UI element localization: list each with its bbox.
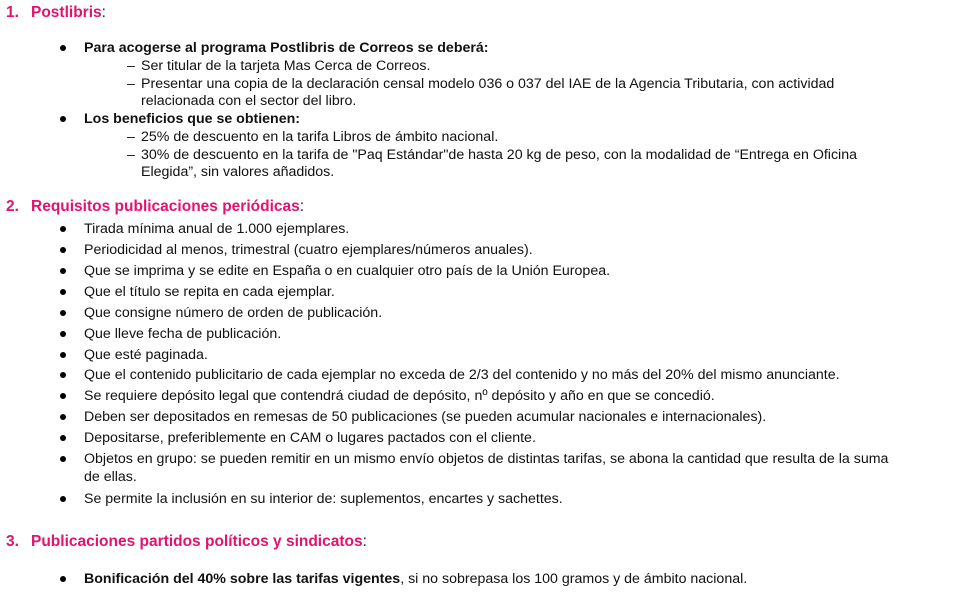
discount-highlight: Bonificación del 40% sobre las tarifas vigentes <box>84 571 401 587</box>
postlibris-benefit-item: 25% de descuento en la tarifa Libros de ámbito nacional. <box>141 129 499 145</box>
bullet-dot <box>60 331 66 337</box>
section-3-title: Publicaciones partidos políticos y sindicatos <box>31 533 363 550</box>
section-1-title: Postlibris <box>31 4 102 21</box>
requirement-item: Depositarse, preferiblemente en CAM o lugares pactados con el cliente. <box>84 430 536 446</box>
section-2-heading <box>6 198 304 216</box>
dash-marker: – <box>127 76 135 92</box>
requirement-item-continued: de ellas. <box>84 469 137 485</box>
bullet-dot <box>60 289 66 295</box>
section-3-colon: : <box>362 533 367 550</box>
bullet-dot <box>60 393 66 399</box>
section-1-number: 1. <box>6 4 19 21</box>
bullet-dot <box>60 576 66 582</box>
section-1-colon: : <box>101 4 106 21</box>
postlibris-requirement-item: Presentar una copia de la declaración censal modelo 036 o 037 del IAE de la Agencia Tributaria, con actividad <box>141 76 835 92</box>
bullet-dot <box>60 226 66 232</box>
bullet-dot <box>60 45 66 51</box>
requirement-item: Objetos en grupo: se pueden remitir en un mismo envío objetos de distintas tarifas, se abona la cantidad que resulta de la suma <box>84 451 889 467</box>
section-3-number: 3. <box>6 533 19 550</box>
requirement-item: Que el contenido publicitario de cada ejemplar no exceda de 2/3 del contenido y no más del 20% del mismo anunciante. <box>84 367 840 383</box>
bullet-dot <box>60 435 66 441</box>
dash-marker: – <box>127 147 135 163</box>
postlibris-requirement-item: Ser titular de la tarjeta Mas Cerca de Correos. <box>141 58 431 74</box>
requirement-item: Periodicidad al menos, trimestral (cuatro ejemplares/números anuales). <box>84 242 533 258</box>
postlibris-benefit-item-continued: Elegida”, sin valores añadidos. <box>141 164 335 180</box>
bullet-dot <box>60 352 66 358</box>
section-2-title: Requisitos publicaciones periódicas <box>31 198 300 215</box>
dash-marker: – <box>127 58 135 74</box>
postlibris-requirement-item-continued: relacionada con el sector del libro. <box>141 93 357 109</box>
requirement-item: Que lleve fecha de publicación. <box>84 326 282 342</box>
requirement-item: Tirada mínima anual de 1.000 ejemplares. <box>84 221 350 237</box>
political-publications-item <box>84 571 747 588</box>
bullet-dot <box>60 268 66 274</box>
requirement-item: Se requiere depósito legal que contendrá ciudad de depósito, nº depósito y año en que se concedió. <box>84 388 715 404</box>
requirement-item: Que esté paginada. <box>84 347 208 363</box>
section-3-heading <box>6 533 367 551</box>
bullet-dot <box>60 247 66 253</box>
postlibris-benefit-item: 30% de descuento en la tarifa de "Paq Estándar"de hasta 20 kg de peso, con la modalidad de “Entrega en Oficina <box>141 147 857 163</box>
requirement-item: Que consigne número de orden de publicación. <box>84 305 383 321</box>
bullet-dot <box>60 496 66 502</box>
discount-conditions: , si no sobrepasa los 100 gramos y de ámbito nacional. <box>400 571 748 587</box>
postlibris-requirements-heading: Para acogerse al programa Postlibris de Correos se deberá: <box>84 40 489 56</box>
requirement-item: Que se imprima y se edite en España o en cualquier otro país de la Unión Europea. <box>84 263 611 279</box>
bullet-dot <box>60 456 66 462</box>
dash-marker: – <box>127 129 135 145</box>
postlibris-benefits-heading: Los beneficios que se obtienen: <box>84 111 300 127</box>
requirement-item: Que el título se repita en cada ejemplar. <box>84 284 335 300</box>
bullet-dot <box>60 372 66 378</box>
section-2-number: 2. <box>6 198 19 215</box>
requirement-item: Deben ser depositados en remesas de 50 publicaciones (se pueden acumular nacionales e internacionales). <box>84 409 767 425</box>
bullet-dot <box>60 414 66 420</box>
requirement-item: Se permite la inclusión en su interior de: suplementos, encartes y sachettes. <box>84 491 563 507</box>
section-2-colon: : <box>299 198 305 215</box>
bullet-dot <box>60 310 66 316</box>
bullet-dot <box>60 116 66 122</box>
section-1-heading <box>6 4 106 22</box>
